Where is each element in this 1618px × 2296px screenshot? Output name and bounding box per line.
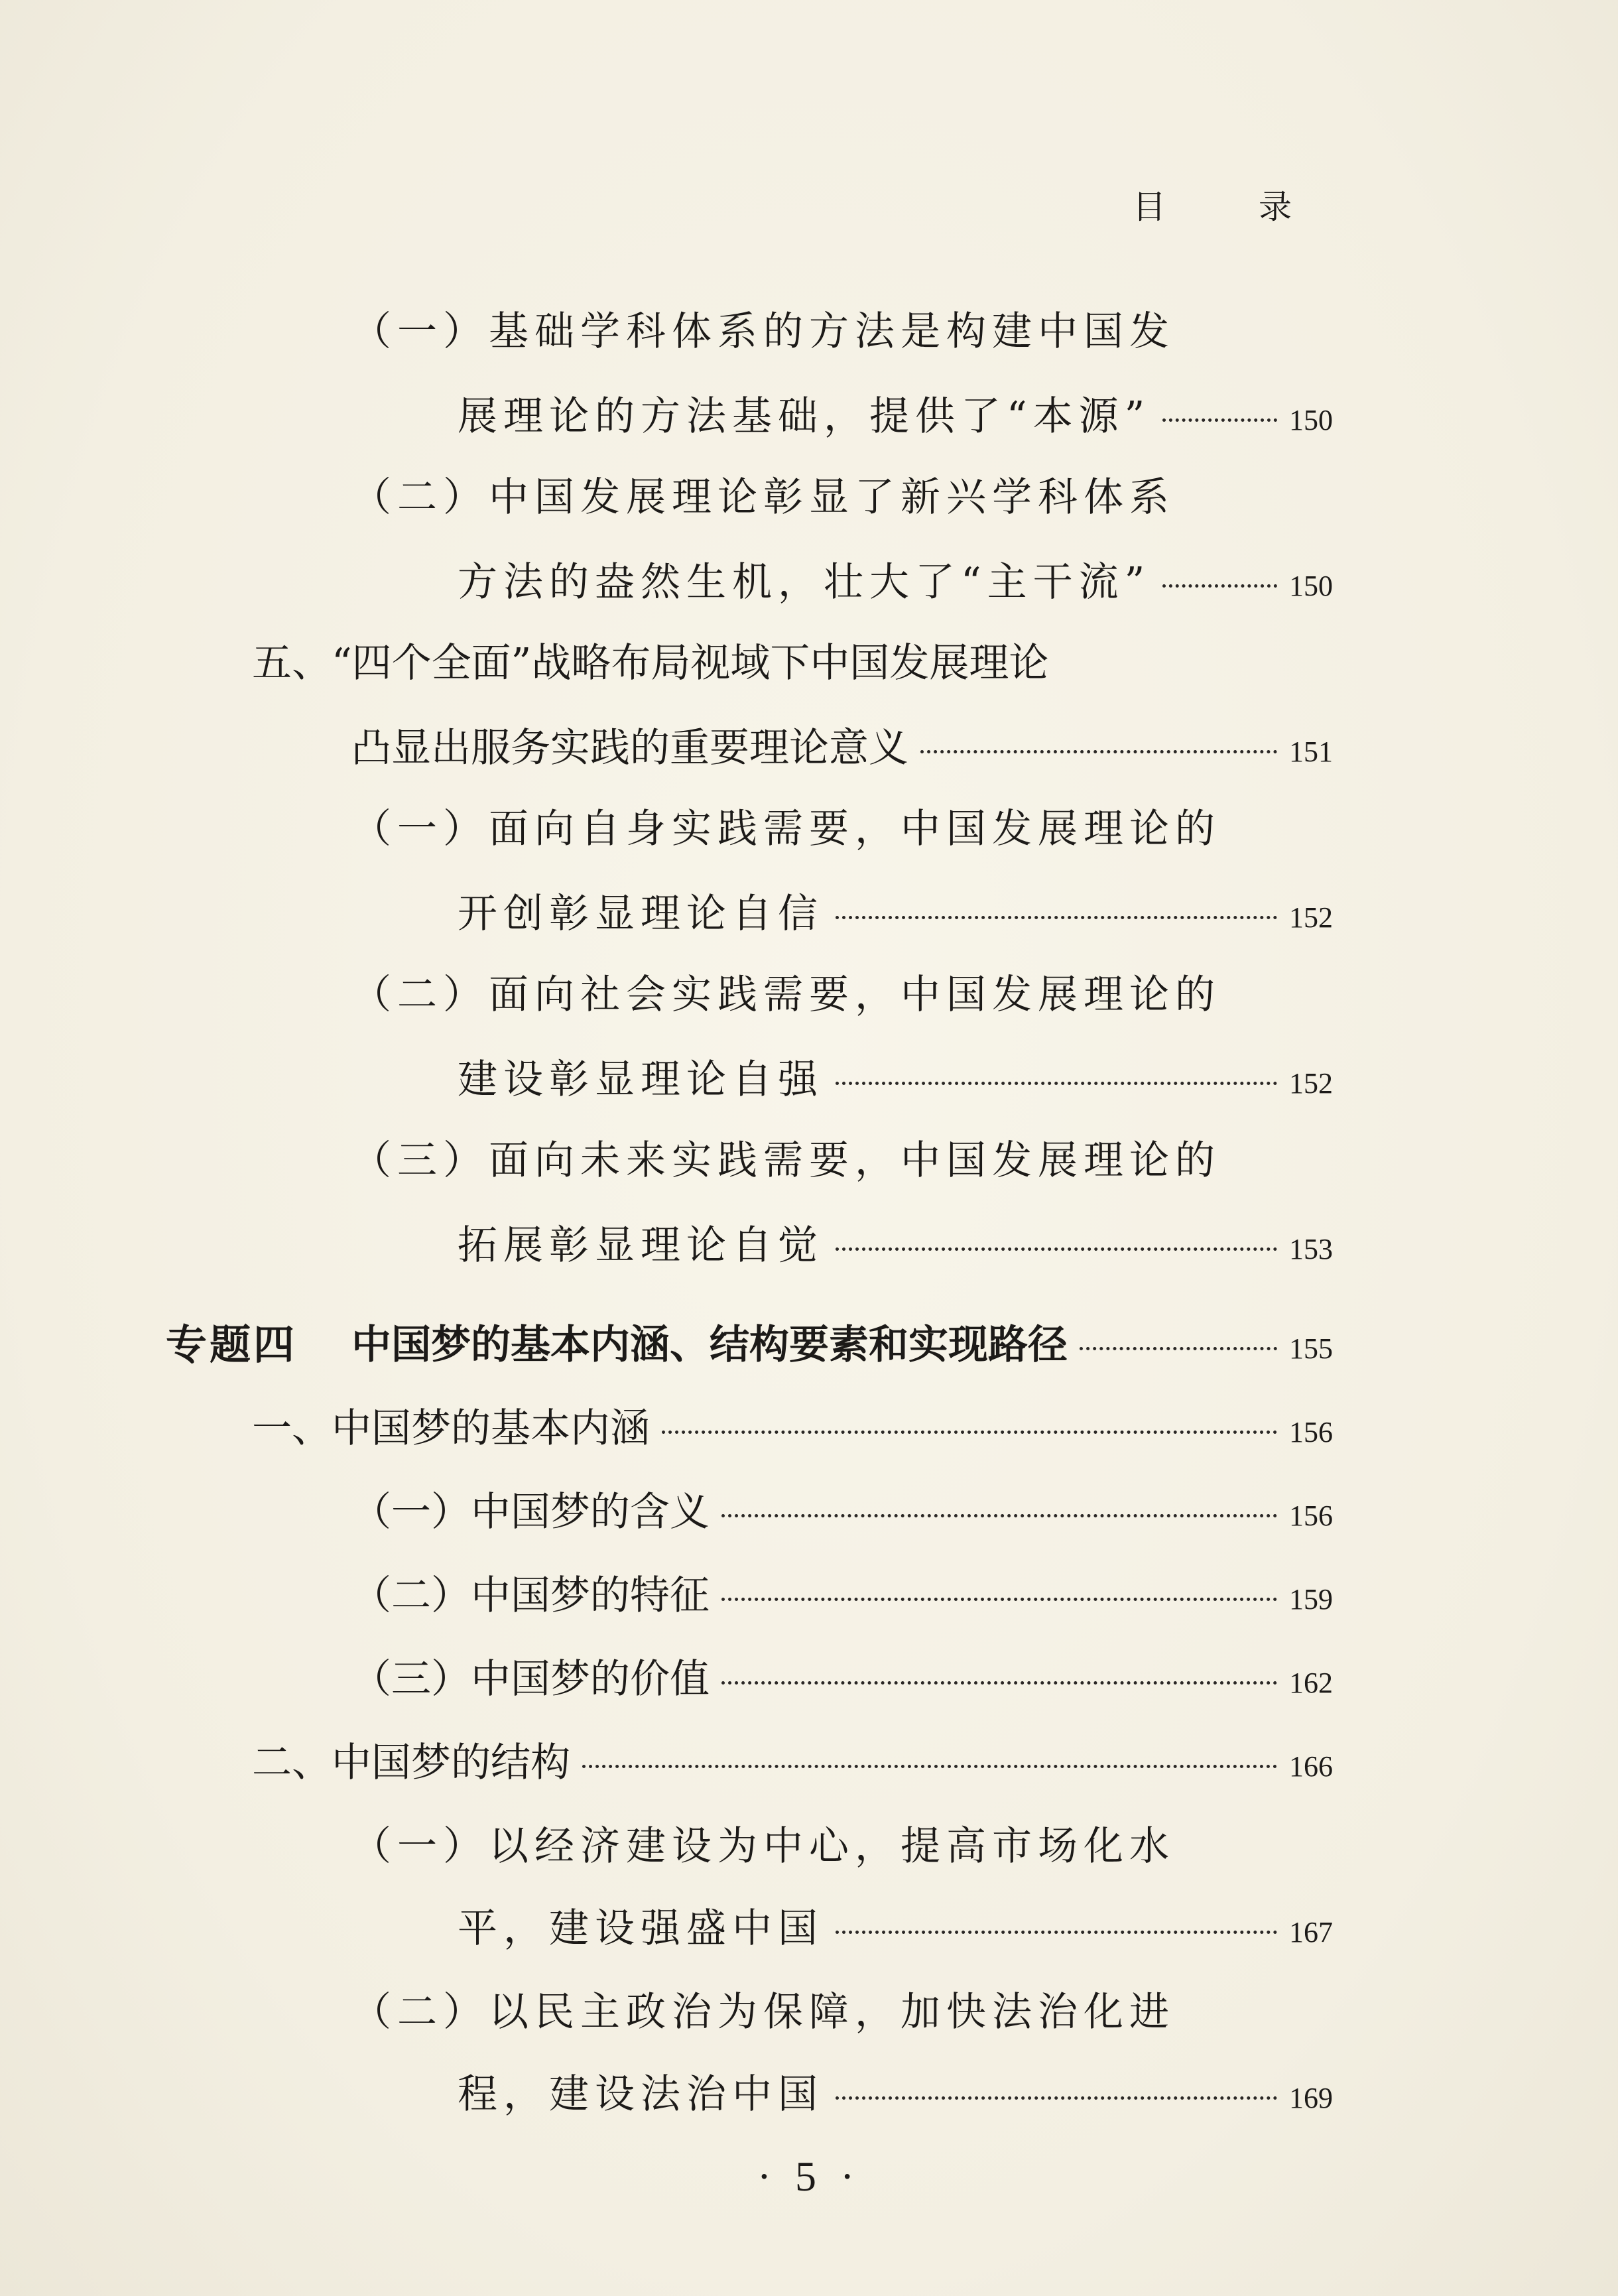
- toc-entry-text: 一、中国梦的基本内涵: [252, 1405, 650, 1452]
- toc-entry: [351, 1653, 1333, 1706]
- dot-leader: [721, 1598, 1277, 1601]
- toc-entry-text: （二）中国发展理论彰显了新兴学科体系: [351, 474, 1175, 521]
- toc-entry: [252, 1402, 1333, 1455]
- page-number: 162: [1289, 1667, 1333, 1699]
- page-number: 153: [1289, 1233, 1333, 1265]
- toc-entry-text: 平，建设强盛中国: [458, 1905, 824, 1952]
- toc-entry: [458, 556, 1333, 609]
- dot-leader: [721, 1514, 1277, 1517]
- toc-entry: [458, 1902, 1333, 1955]
- dot-leader: [836, 916, 1277, 919]
- page-folio: · 5 ·: [757, 2153, 861, 2200]
- page-number: 156: [1289, 1499, 1333, 1532]
- page-number: 169: [1289, 2082, 1333, 2114]
- page-number: 152: [1289, 1067, 1333, 1100]
- toc-entry-text: 中国梦的基本内涵、结构要素和实现路径: [351, 1322, 1068, 1368]
- toc-entry-text: 凸显出服务实践的重要理论意义: [351, 725, 908, 771]
- toc-entry-text: 二、中国梦的结构: [252, 1740, 570, 1786]
- dot-leader: [662, 1431, 1277, 1434]
- dot-leader: [582, 1765, 1277, 1768]
- toc-entry: [351, 471, 1175, 524]
- toc-entry: [458, 2068, 1333, 2121]
- toc-entry-text: （三）面向未来实践需要，中国发展理论的: [351, 1137, 1221, 1184]
- page-number: 167: [1289, 1916, 1333, 1948]
- toc-entry-text: 拓展彰显理论自觉: [458, 1222, 824, 1269]
- toc-entry: [351, 1569, 1333, 1622]
- toc-entry: [351, 722, 1333, 775]
- toc-entry-text: （二）面向社会实践需要，中国发展理论的: [351, 972, 1221, 1018]
- toc-entry: [351, 968, 1221, 1021]
- toc-entry-text: （二）中国梦的特征: [351, 1572, 710, 1619]
- toc-entry: [458, 1053, 1333, 1106]
- toc-entry-text: （二）以民主政治为保障，加快法治化进: [351, 1989, 1175, 2035]
- page-number: 151: [1289, 735, 1333, 768]
- toc-entry: [351, 1820, 1175, 1873]
- toc-entry-text: 五、“四个全面”战略布局视域下中国发展理论: [252, 640, 1049, 686]
- toc-entry-text: （一）以经济建设为中心，提高市场化水: [351, 1823, 1175, 1870]
- page-number: 150: [1289, 404, 1333, 436]
- dot-leader: [721, 1681, 1277, 1685]
- toc-entry-text: 方法的盎然生机，壮大了“主干流”: [458, 559, 1151, 606]
- running-header: 目 录: [1133, 188, 1333, 226]
- toc-entry-text: 展理论的方法基础，提供了“本源”: [458, 393, 1151, 440]
- dot-leader: [1162, 584, 1277, 588]
- page-number: 159: [1289, 1583, 1333, 1616]
- dot-leader: [836, 2096, 1277, 2100]
- dot-leader: [836, 1247, 1277, 1251]
- toc-entry: [252, 1736, 1333, 1789]
- page-number: 152: [1289, 901, 1333, 934]
- toc-entry: [458, 390, 1333, 443]
- toc-entry-text: （一）基础学科体系的方法是构建中国发: [351, 308, 1175, 355]
- toc-entry-text: （一）中国梦的含义: [351, 1489, 710, 1535]
- toc-entry-text: 程，建设法治中国: [458, 2071, 824, 2118]
- toc-entry: [351, 1134, 1221, 1187]
- toc-entry: [351, 1986, 1175, 2039]
- toc-entry-text: 开创彰显理论自信: [458, 891, 824, 937]
- dot-leader: [836, 1931, 1277, 1934]
- toc-entry-text: 建设彰显理论自强: [458, 1056, 824, 1103]
- dot-leader: [836, 1082, 1277, 1085]
- toc-entry: [351, 1486, 1333, 1539]
- toc-entry-text: （三）中国梦的价值: [351, 1656, 710, 1702]
- toc-entry: [351, 305, 1175, 358]
- page-number: 155: [1289, 1332, 1333, 1365]
- page-number: 156: [1289, 1416, 1333, 1448]
- dot-leader: [1080, 1347, 1277, 1350]
- toc-entry: [252, 637, 1048, 690]
- page-number: 150: [1289, 570, 1333, 602]
- toc-entry: [458, 1219, 1333, 1272]
- dot-leader: [1162, 418, 1277, 422]
- toc-entry: [351, 802, 1221, 856]
- topic-label: 专题四: [166, 1320, 298, 1369]
- page-number: 166: [1289, 1750, 1333, 1783]
- toc-entry-topic: [351, 1318, 1333, 1371]
- dot-leader: [920, 750, 1277, 753]
- toc-entry: [458, 887, 1333, 940]
- toc-entry-text: （一）面向自身实践需要，中国发展理论的: [351, 806, 1221, 852]
